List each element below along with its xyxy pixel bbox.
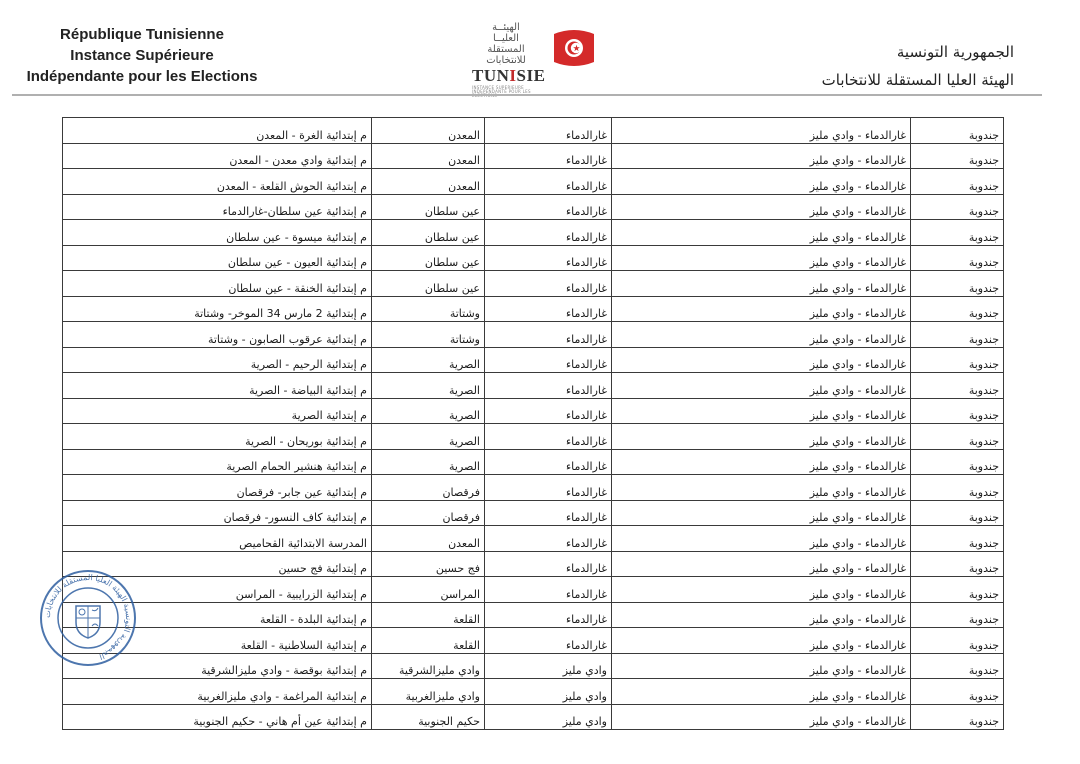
- governorate-cell: جندوبة: [911, 271, 1004, 297]
- delegation-cell: غارالدماء: [485, 169, 612, 195]
- table-row: [63, 704, 1004, 730]
- delegation-cell: غارالدماء: [485, 398, 612, 424]
- delegation-cell: غارالدماء: [485, 322, 612, 348]
- table-body: [63, 118, 1004, 730]
- logo-arabic-line: المستقلة: [487, 44, 525, 55]
- governorate-cell: جندوبة: [911, 398, 1004, 424]
- french-header-line-1: République Tunisienne: [60, 26, 224, 43]
- delegation-cell: غارالدماء: [485, 424, 612, 450]
- constituency-cell: غارالدماء - وادي مليز: [612, 500, 911, 526]
- polling-center-cell: م إبتدائية الرحيم - الصرية: [63, 347, 372, 373]
- governorate-cell: جندوبة: [911, 500, 1004, 526]
- constituency-cell: غارالدماء - وادي مليز: [612, 143, 911, 169]
- table-row: [63, 220, 1004, 246]
- sector-cell: فج حسين: [372, 551, 485, 577]
- polling-center-cell: م إبتدائية العيون - عين سلطان: [63, 245, 372, 271]
- table-row: [63, 322, 1004, 348]
- table-row: [63, 143, 1004, 169]
- table-row: [63, 602, 1004, 628]
- arabic-header-line-1: الجمهورية التونسية: [896, 43, 1014, 61]
- delegation-cell: غارالدماء: [485, 373, 612, 399]
- delegation-cell: وادي مليز: [485, 679, 612, 705]
- sector-cell: وادي مليزالشرقية: [372, 653, 485, 679]
- logo-tagline: INSTANCE SUPERIEURE INDEPENDANTE POUR LES: [472, 85, 531, 94]
- governorate-cell: جندوبة: [911, 322, 1004, 348]
- governorate-cell: جندوبة: [911, 449, 1004, 475]
- french-header: [22, 24, 262, 87]
- polling-center-cell: م إبتدائية عين أم هاني - حكيم الجنوبية: [63, 704, 372, 730]
- table-row: [63, 449, 1004, 475]
- delegation-cell: غارالدماء: [485, 526, 612, 552]
- sector-cell: الصرية: [372, 398, 485, 424]
- table-row: [63, 296, 1004, 322]
- arabic-header: [822, 38, 1014, 94]
- governorate-cell: جندوبة: [911, 653, 1004, 679]
- sector-cell: حكيم الجنوبية: [372, 704, 485, 730]
- delegation-cell: غارالدماء: [485, 500, 612, 526]
- constituency-cell: غارالدماء - وادي مليز: [612, 296, 911, 322]
- governorate-cell: جندوبة: [911, 602, 1004, 628]
- constituency-cell: غارالدماء - وادي مليز: [612, 628, 911, 654]
- sector-cell: الصرية: [372, 373, 485, 399]
- table-row: [63, 118, 1004, 144]
- delegation-cell: غارالدماء: [485, 628, 612, 654]
- polling-center-cell: م إبتدائية ميسوة - عين سلطان: [63, 220, 372, 246]
- table-row: [63, 373, 1004, 399]
- constituency-cell: غارالدماء - وادي مليز: [612, 526, 911, 552]
- polling-center-cell: م إبتدائية عرقوب الصابون - وشتاتة: [63, 322, 372, 348]
- delegation-cell: وادي مليز: [485, 653, 612, 679]
- sector-cell: القلعة: [372, 602, 485, 628]
- table-row: [63, 194, 1004, 220]
- table-row: [63, 245, 1004, 271]
- sector-cell: فرقصان: [372, 500, 485, 526]
- table-row: [63, 271, 1004, 297]
- sector-cell: الصرية: [372, 424, 485, 450]
- governorate-cell: جندوبة: [911, 526, 1004, 552]
- sector-cell: الصرية: [372, 347, 485, 373]
- polling-center-cell: م إبتدائية البلدة - القلعة: [63, 602, 372, 628]
- delegation-cell: غارالدماء: [485, 271, 612, 297]
- constituency-cell: غارالدماء - وادي مليز: [612, 602, 911, 628]
- governorate-cell: جندوبة: [911, 194, 1004, 220]
- polling-center-cell: م إبتدائية بوقصة - وادي مليزالشرقية: [63, 653, 372, 679]
- polling-center-cell: م إبتدائية الخنقة - عين سلطان: [63, 271, 372, 297]
- isie-logo: [470, 22, 610, 98]
- constituency-cell: غارالدماء - وادي مليز: [612, 679, 911, 705]
- sector-cell: الصرية: [372, 449, 485, 475]
- governorate-cell: جندوبة: [911, 143, 1004, 169]
- constituency-cell: غارالدماء - وادي مليز: [612, 169, 911, 195]
- table-row: [63, 500, 1004, 526]
- polling-center-cell: المدرسة الابتدائية القحاميص: [63, 526, 372, 552]
- constituency-cell: غارالدماء - وادي مليز: [612, 271, 911, 297]
- governorate-cell: جندوبة: [911, 245, 1004, 271]
- constituency-cell: غارالدماء - وادي مليز: [612, 551, 911, 577]
- table-row: [63, 526, 1004, 552]
- governorate-cell: جندوبة: [911, 373, 1004, 399]
- table-row: [63, 398, 1004, 424]
- governorate-cell: جندوبة: [911, 220, 1004, 246]
- logo-acronym-mark: I: [509, 66, 517, 85]
- polling-center-cell: م إبتدائية السلاطنية - القلعة: [63, 628, 372, 654]
- sector-cell: المعدن: [372, 143, 485, 169]
- sector-cell: المعدن: [372, 118, 485, 144]
- polling-center-cell: م إبتدائية عين سلطان-غارالدماء: [63, 194, 372, 220]
- governorate-cell: جندوبة: [911, 296, 1004, 322]
- delegation-cell: غارالدماء: [485, 220, 612, 246]
- governorate-cell: جندوبة: [911, 577, 1004, 603]
- logo-arabic-line: العليــا: [493, 33, 519, 44]
- constituency-cell: غارالدماء - وادي مليز: [612, 653, 911, 679]
- french-header-line-3: Indépendante pour les Elections: [26, 68, 258, 85]
- table-row: [63, 551, 1004, 577]
- delegation-cell: غارالدماء: [485, 577, 612, 603]
- logo-acronym-prefix: TUN: [472, 66, 510, 85]
- table-row: [63, 679, 1004, 705]
- delegation-cell: غارالدماء: [485, 347, 612, 373]
- table-row: [63, 424, 1004, 450]
- logo-arabic-text: [470, 22, 542, 66]
- polling-center-cell: م إبتدائية الصرية: [63, 398, 372, 424]
- governorate-cell: جندوبة: [911, 679, 1004, 705]
- delegation-cell: وادي مليز: [485, 704, 612, 730]
- governorate-cell: جندوبة: [911, 169, 1004, 195]
- polling-center-cell: م إبتدائية المراغمة - وادي مليزالغربية: [63, 679, 372, 705]
- official-stamp-icon: [38, 568, 138, 668]
- sector-cell: وشتاتة: [372, 296, 485, 322]
- sector-cell: القلعة: [372, 628, 485, 654]
- polling-center-cell: م إبتدائية عين جابر- فرقصان: [63, 475, 372, 501]
- governorate-cell: جندوبة: [911, 347, 1004, 373]
- constituency-cell: غارالدماء - وادي مليز: [612, 424, 911, 450]
- governorate-cell: جندوبة: [911, 704, 1004, 730]
- delegation-cell: غارالدماء: [485, 475, 612, 501]
- table-row: [63, 628, 1004, 654]
- delegation-cell: غارالدماء: [485, 551, 612, 577]
- governorate-cell: جندوبة: [911, 118, 1004, 144]
- constituency-cell: غارالدماء - وادي مليز: [612, 322, 911, 348]
- delegation-cell: غارالدماء: [485, 143, 612, 169]
- table-row: [63, 653, 1004, 679]
- polling-center-cell: م إبتدائية 2 مارس 34 الموخر- وشتاتة: [63, 296, 372, 322]
- constituency-cell: غارالدماء - وادي مليز: [612, 475, 911, 501]
- delegation-cell: غارالدماء: [485, 118, 612, 144]
- table-row: [63, 347, 1004, 373]
- delegation-cell: غارالدماء: [485, 194, 612, 220]
- logo-acronym-suffix: SIE: [516, 66, 546, 85]
- polling-center-cell: م إبتدائية الغرة - المعدن: [63, 118, 372, 144]
- tunisia-flag-icon: [552, 28, 596, 68]
- governorate-cell: جندوبة: [911, 424, 1004, 450]
- constituency-cell: غارالدماء - وادي مليز: [612, 373, 911, 399]
- delegation-cell: غارالدماء: [485, 602, 612, 628]
- polling-center-cell: م إبتدائية فج حسين: [63, 551, 372, 577]
- sector-cell: عين سلطان: [372, 245, 485, 271]
- logo-arabic-line: للانتخابات: [486, 55, 526, 66]
- logo-arabic-line: الهيئــة: [492, 22, 520, 33]
- constituency-cell: غارالدماء - وادي مليز: [612, 398, 911, 424]
- logo-acronym: [472, 66, 545, 86]
- constituency-cell: غارالدماء - وادي مليز: [612, 577, 911, 603]
- french-header-line-2: Instance Supérieure: [70, 47, 214, 64]
- delegation-cell: غارالدماء: [485, 449, 612, 475]
- sector-cell: وشتاتة: [372, 322, 485, 348]
- delegation-cell: غارالدماء: [485, 245, 612, 271]
- polling-center-cell: م إبتدائية الحوش القلعة - المعدن: [63, 169, 372, 195]
- table-row: [63, 475, 1004, 501]
- polling-center-cell: م إبتدائية وادي معدن - المعدن: [63, 143, 372, 169]
- sector-cell: عين سلطان: [372, 220, 485, 246]
- polling-center-cell: م إبتدائية الزرايبية - المراسن: [63, 577, 372, 603]
- header-divider: [12, 94, 1042, 96]
- sector-cell: وادي مليزالغربية: [372, 679, 485, 705]
- table-row: [63, 577, 1004, 603]
- constituency-cell: غارالدماء - وادي مليز: [612, 704, 911, 730]
- sector-cell: المعدن: [372, 169, 485, 195]
- polling-center-cell: م إبتدائية هنشير الحمام الصرية: [63, 449, 372, 475]
- sector-cell: عين سلطان: [372, 194, 485, 220]
- constituency-cell: غارالدماء - وادي مليز: [612, 449, 911, 475]
- governorate-cell: جندوبة: [911, 551, 1004, 577]
- table-row: [63, 169, 1004, 195]
- constituency-cell: غارالدماء - وادي مليز: [612, 220, 911, 246]
- constituency-cell: غارالدماء - وادي مليز: [612, 347, 911, 373]
- sector-cell: فرقصان: [372, 475, 485, 501]
- governorate-cell: جندوبة: [911, 628, 1004, 654]
- arabic-header-line-2: الهيئة العليا المستقلة للانتخابات: [821, 71, 1014, 89]
- polling-stations-table: [62, 117, 1004, 730]
- sector-cell: عين سلطان: [372, 271, 485, 297]
- polling-center-cell: م إبتدائية كاف النسور- فرقصان: [63, 500, 372, 526]
- sector-cell: المراسن: [372, 577, 485, 603]
- polling-center-cell: م إبتدائية البياضة - الصرية: [63, 373, 372, 399]
- polling-center-cell: م إبتدائية بوريحان - الصرية: [63, 424, 372, 450]
- constituency-cell: غارالدماء - وادي مليز: [612, 194, 911, 220]
- sector-cell: المعدن: [372, 526, 485, 552]
- stamp-text: الجمهورية التونسية الهيئة العليا المستقلة للانتخابات: [42, 572, 134, 662]
- delegation-cell: غارالدماء: [485, 296, 612, 322]
- governorate-cell: جندوبة: [911, 475, 1004, 501]
- constituency-cell: غارالدماء - وادي مليز: [612, 118, 911, 144]
- constituency-cell: غارالدماء - وادي مليز: [612, 245, 911, 271]
